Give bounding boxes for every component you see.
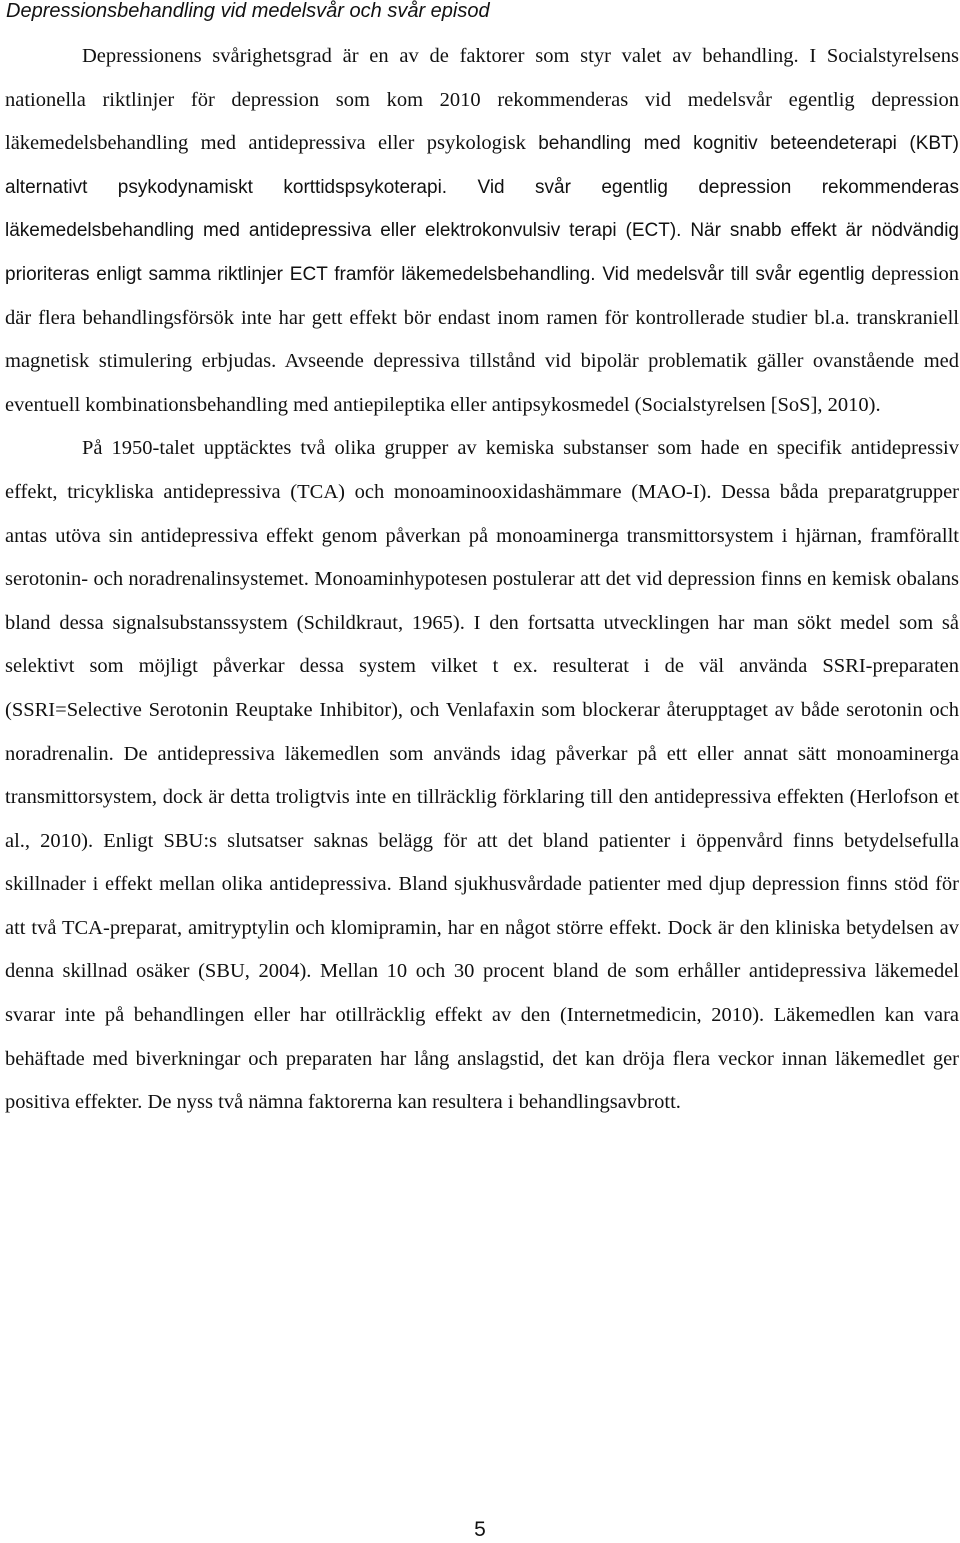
paragraph-text-part-1: Depressionens svårighetsgrad är en av de faktorer som styr valet av behandling. I Socialstyrelsens nationella riktlinjer för depression som kom 2010 rekommenderas vid medelsvår egentlig depression läkemedelsbehandling med antidepressiva eller psykologisk bbox=[5, 45, 959, 155]
body-text bbox=[5, 35, 959, 1125]
paragraph-antidepressants: På 1950-talet upptäcktes två olika grupper av kemiska substanser som hade en specifik antidepressiv effekt, tricykliska antidepressiva (TCA) och monoaminooxidashämmare (MAO-I). Dessa båda preparatgrupper antas utöva sin antidepressiva effekt genom påverkan på monoaminerga transmittorsystem i hjärnan, framförallt serotonin- och noradrenalinsystemet. Monoaminhypotesen postulerar att det vid depression finns en kemisk obalans bland dessa signalsubstanssystem (Schildkraut, 1965). I den fortsatta utvecklingen har man sökt medel som så selektivt som möjligt påverkar dessa system vilket t ex. resulterat i de väl använda SSRI-preparaten (SSRI=Selective Serotonin Reuptake Inhibitor), och Venlafaxin som blockerar återupptaget av både serotonin och noradrenalin. De antidepressiva läkemedlen som används idag påverkar på ett eller annat sätt monoaminerga transmittorsystem, dock är detta troligtvis inte en tillräcklig förklaring till den antidepressiva effekten (Herlofson et al., 2010). Enligt SBU:s slutsatser saknas belägg för att det bland patienter i öppenvård finns betydelsefulla skillnader i effekt mellan olika antidepressiva. Bland sjukhusvårdade patienter med djup depression finns stöd för att två TCA-preparat, amitryptylin och klomipramin, har en något större effekt. Dock är den kliniska betydelsen av denna skillnad osäker (SBU, 2004). Mellan 10 och 30 procent bland de som erhåller antidepressiva läkemedel svarar inte på behandlingen eller har otillräcklig effekt av den (Internetmedicin, 2010). Läkemedlen kan vara behäftade med biverkningar och preparaten har lång anslagstid, det kan dröja flera veckor innan läkemedlet ger positiva effekter. De nyss två nämna faktorerna kan resultera i behandlingsavbrott. bbox=[5, 437, 959, 1114]
paragraph-treatment-guidelines bbox=[5, 35, 959, 427]
section-heading: Depressionsbehandling vid medelsvår och svår episod bbox=[6, 0, 490, 22]
paragraph-text-part-3: depression där flera behandlingsförsök inte har gett effekt bör endast inom ramen för kontrollerade studier bl.a. transkraniell magnetisk stimulering erbjudas. Avseende depressiva tillstånd vid bipolär problematik gäller ovanstående med eventuell kombinationsbehandling med antiepileptika eller antipsykosmedel (Socialstyrelsen [SoS], 2010). bbox=[5, 262, 959, 416]
page-number: 5 bbox=[474, 1518, 486, 1541]
paragraph-text-part-2: behandling med kognitiv beteendeterapi (KBT) alternativt psykodynamiskt korttidspsykoterapi. Vid svår egentlig depression rekommenderas läkemedelsbehandling med antidepressiva eller elektrokonvulsiv terapi (ECT). När snabb effekt är nödvändig prioriteras enligt samma riktlinjer ECT framför läkemedelsbehandling. Vid medelsvår till svår egentlig bbox=[5, 133, 959, 285]
